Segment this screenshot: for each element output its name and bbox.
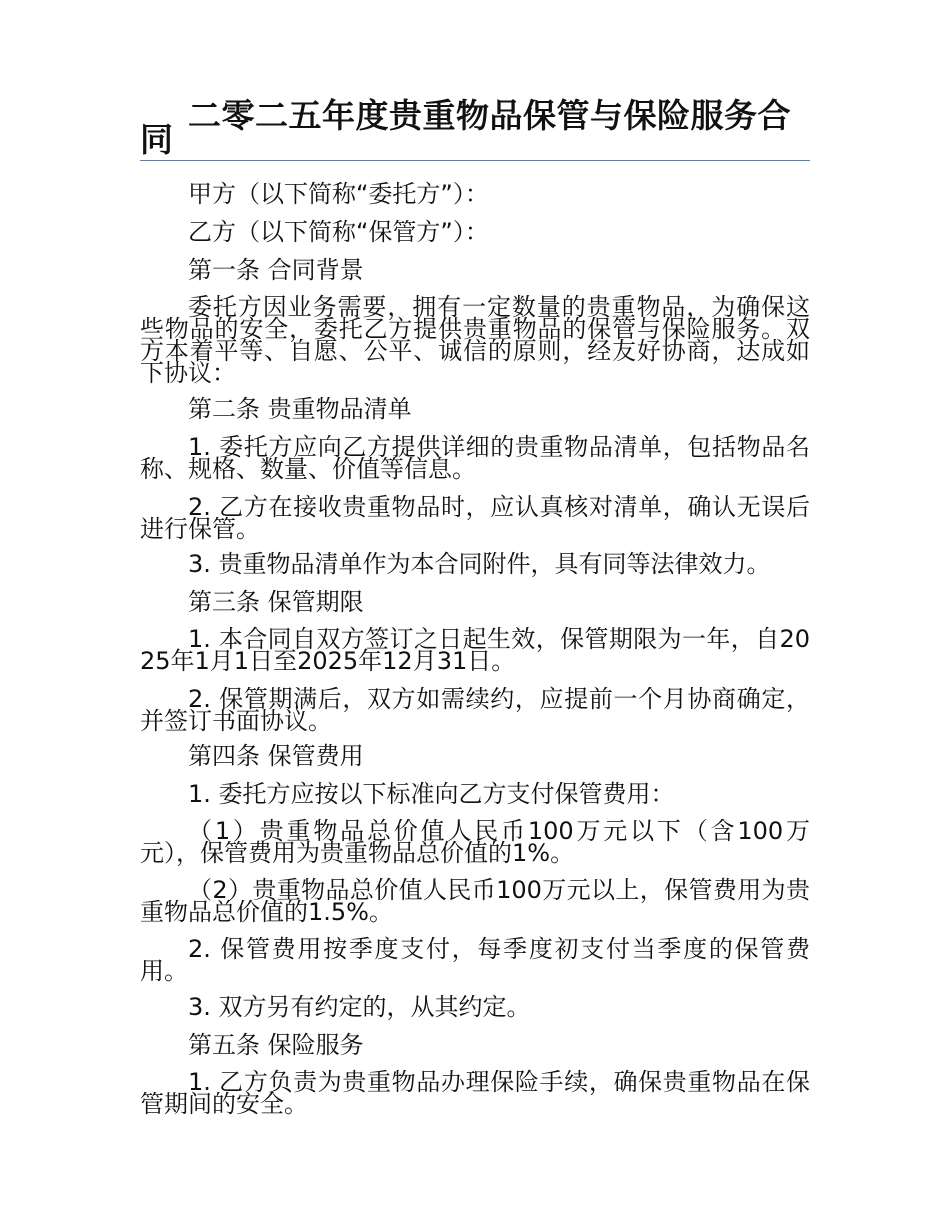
article-4-heading: 第四条 保管费用: [188, 742, 364, 770]
article-3-item-2: 2. 保管期满后，双方如需续约，应提前一个月协商确定，并签订书面协议。: [140, 685, 810, 735]
party-b-line: 乙方（以下简称“保管方”）：: [188, 218, 489, 246]
article-1-heading: 第一条 合同背景: [188, 256, 364, 284]
article-2-item-3: 3. 贵重物品清单作为本合同附件，具有同等法律效力。: [188, 550, 771, 578]
document-title: 二零二五年度贵重物品保管与保险服务合同: [140, 96, 791, 159]
article-2-heading: 第二条 贵重物品清单: [188, 395, 412, 423]
article-4-item-3: 3. 双方另有约定的，从其约定。: [188, 993, 531, 1021]
party-a-line: 甲方（以下简称“委托方”）：: [188, 180, 489, 208]
article-4-item-1: 1. 委托方应按以下标准向乙方支付保管费用：: [188, 780, 675, 808]
article-3-heading: 第三条 保管期限: [188, 588, 364, 616]
article-2-item-2: 2. 乙方在接收贵重物品时，应认真核对清单，确认无误后进行保管。: [140, 493, 810, 543]
article-5-item-1: 1. 乙方负责为贵重物品办理保险手续，确保贵重物品在保管期间的安全。: [140, 1068, 810, 1118]
article-4-tier-1: （1）贵重物品总价值人民币100万元以下（含100万元），保管费用为贵重物品总价值的1%。: [140, 817, 810, 867]
title-underline: [140, 160, 810, 161]
article-1-body: 委托方因业务需要，拥有一定数量的贵重物品，为确保这些物品的安全，委托乙方提供贵重物品的保管与保险服务。双方本着平等、自愿、公平、诚信的原则，经友好协商，达成如下协议：: [140, 293, 810, 387]
article-4-item-2: 2. 保管费用按季度支付，每季度初支付当季度的保管费用。: [140, 935, 810, 985]
article-5-heading: 第五条 保险服务: [188, 1031, 364, 1059]
article-2-item-1: 1. 委托方应向乙方提供详细的贵重物品清单，包括物品名称、规格、数量、价值等信息。: [140, 433, 810, 483]
article-4-tier-2: （2）贵重物品总价值人民币100万元以上，保管费用为贵重物品总价值的1.5%。: [140, 876, 810, 926]
article-3-item-1: 1. 本合同自双方签订之日起生效，保管期限为一年，自2025年1月1日至2025年12月31日。: [140, 625, 810, 675]
